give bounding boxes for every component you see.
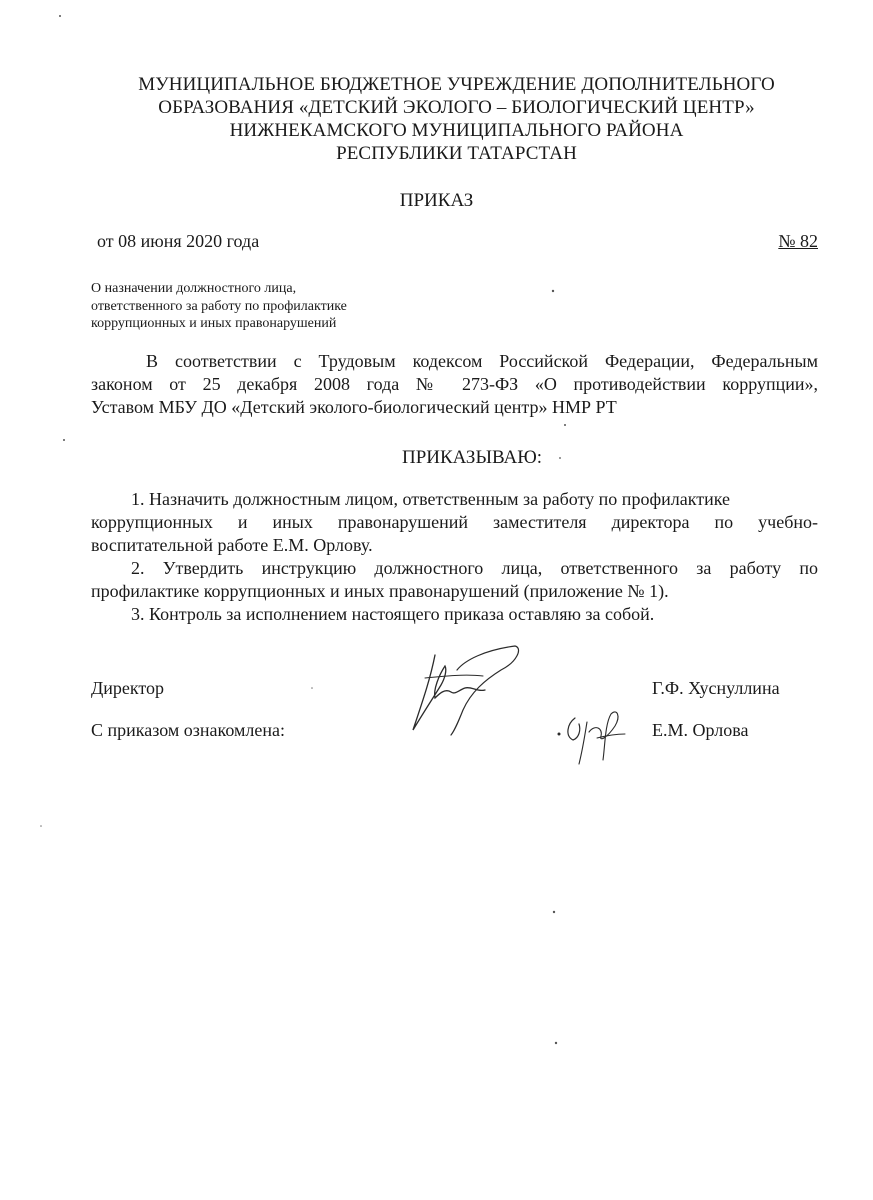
item-1-line-1: 1. Назначить должностным лицом, ответственным за работу по профилактике [131, 489, 731, 509]
document-date: от 08 июня 2020 года [97, 231, 260, 251]
header-line-4: РЕСПУБЛИКИ ТАТАРСТАН [336, 143, 577, 164]
order-subject [91, 280, 347, 333]
header-line-1: МУНИЦИПАЛЬНОЕ БЮДЖЕТНОЕ УЧРЕЖДЕНИЕ ДОПОЛНИТЕЛЬНОГО [138, 74, 775, 95]
document-title: ПРИКАЗ [399, 190, 474, 211]
preamble-line-2: законом от 25 декабря 2008 года № 273-ФЗ «О противодействии коррупции», [91, 374, 818, 394]
item-1-line-3: воспитательной работе Е.М. Орлову. [91, 535, 373, 555]
item-1-line-2: коррупционных и иных правонарушений заместителя директора по учебно- [91, 512, 818, 532]
director-signature [405, 640, 535, 740]
subject-line-2: ответственного за работу по профилактике [91, 298, 347, 314]
preamble-paragraph [91, 350, 818, 419]
subject-line-1: О назначении должностного лица, [91, 281, 297, 296]
order-directive-heading: ПРИКАЗЫВАЮ: [402, 447, 543, 468]
acknowledged-name: Е.М. Орлова [652, 720, 749, 740]
director-role-label: Директор [91, 678, 165, 698]
director-name: Г.Ф. Хуснуллина [652, 678, 780, 698]
acknowledgement-label: С приказом ознакомлена: [91, 720, 285, 740]
header-line-2: ОБРАЗОВАНИЯ «ДЕТСКИЙ ЭКОЛОГО – БИОЛОГИЧЕСКИЙ ЦЕНТР» [158, 97, 755, 118]
document-number: № 82 [778, 231, 818, 251]
preamble-line-1: В соответствии с Трудовым кодексом Российской Федерации, Федеральным [146, 351, 818, 371]
item-2-line-1: 2. Утвердить инструкцию должностного лица, ответственного за работу по [131, 558, 818, 578]
subject-line-3: коррупционных и иных правонарушений [91, 316, 337, 331]
organization-header [60, 73, 853, 165]
acknowledgement-signature [545, 698, 635, 770]
header-line-3: НИЖНЕКАМСКОГО МУНИЦИПАЛЬНОГО РАЙОНА [229, 120, 684, 141]
item-2-line-2: профилактике коррупционных и иных правонарушений (приложение № 1). [91, 581, 669, 601]
preamble-line-3: Уставом МБУ ДО «Детский эколого-биологический центр» НМР РТ [91, 397, 617, 417]
item-3-line-1: 3. Контроль за исполнением настоящего приказа оставляю за собой. [131, 604, 655, 624]
order-items [91, 488, 818, 626]
